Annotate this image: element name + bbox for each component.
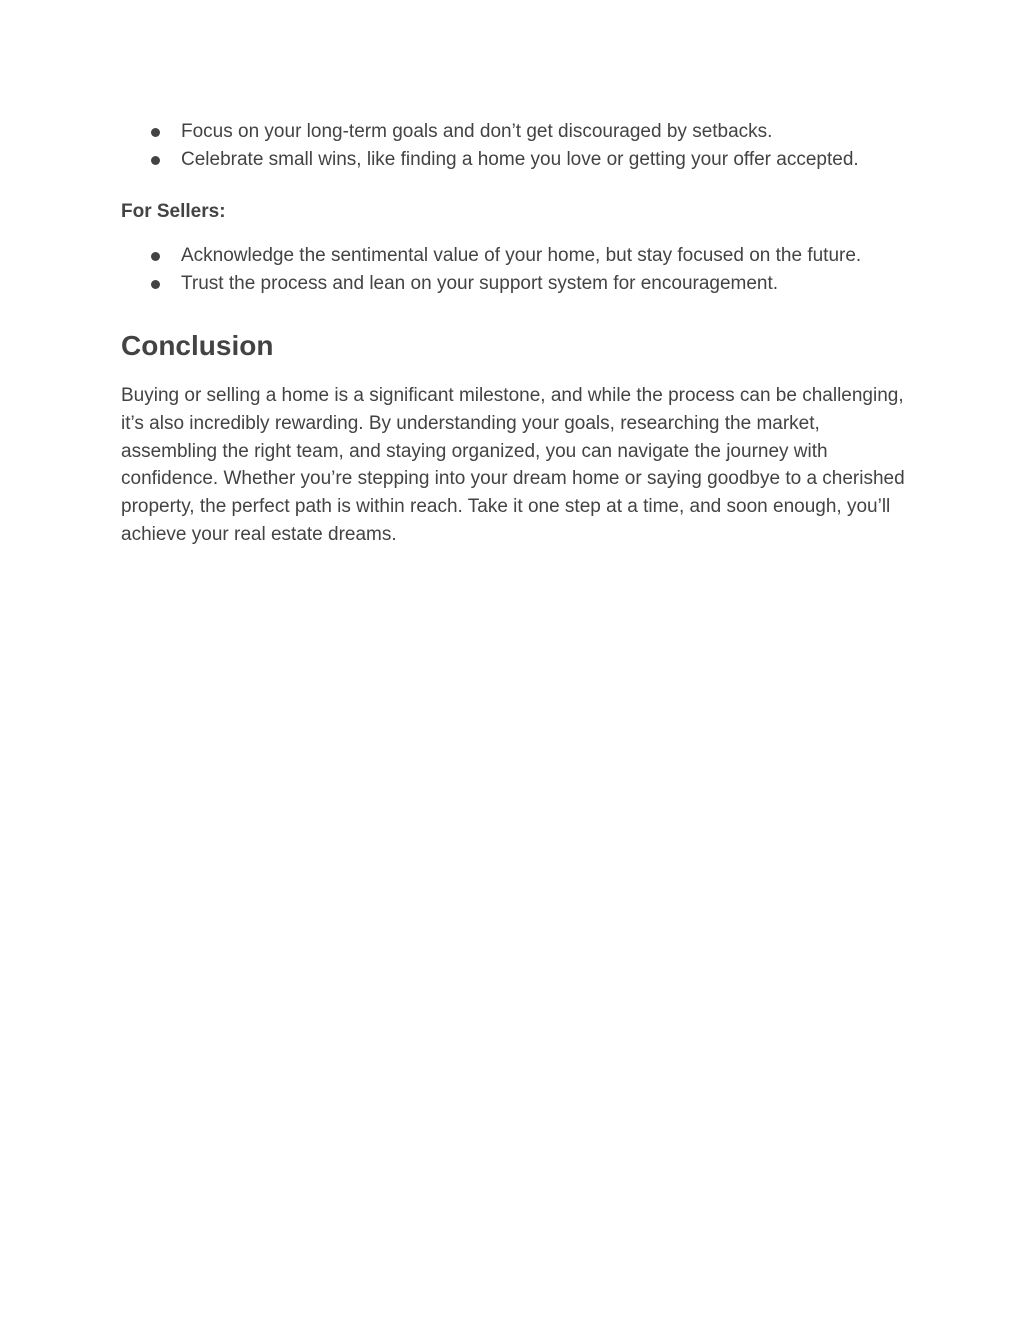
- conclusion-heading: Conclusion: [121, 330, 274, 361]
- list-item: [121, 118, 911, 146]
- list-item: [121, 270, 911, 298]
- list-item: [121, 146, 911, 174]
- bullet-icon: [151, 156, 160, 165]
- bullet-icon: [151, 280, 160, 289]
- list-item-text: Celebrate small wins, like finding a home you love or getting your offer accepted.: [181, 149, 859, 170]
- buyers-tips-list: [121, 118, 911, 174]
- list-item-text: Acknowledge the sentimental value of your home, but stay focused on the future.: [181, 245, 862, 266]
- list-item: [121, 242, 911, 270]
- list-item-text: Trust the process and lean on your support system for encouragement.: [181, 273, 779, 294]
- bullet-icon: [151, 252, 160, 261]
- list-item-text: Focus on your long-term goals and don’t get discouraged by setbacks.: [181, 121, 773, 142]
- sellers-heading: For Sellers:: [121, 201, 226, 222]
- conclusion-paragraph: Buying or selling a home is a significant milestone, and while the process can be challenging, it’s also incredibly rewarding. By understanding your goals, researching the market, assembling the right team, and staying organized, you can navigate the journey with confidence. Whether you’re stepping into your dream home or saying goodbye to a cherished property, the perfect path is within reach. Take it one step at a time, and soon enough, you’ll achieve your real estate dreams.: [121, 385, 905, 545]
- bullet-icon: [151, 128, 160, 137]
- sellers-tips-list: [121, 242, 911, 298]
- document-page: [121, 118, 911, 549]
